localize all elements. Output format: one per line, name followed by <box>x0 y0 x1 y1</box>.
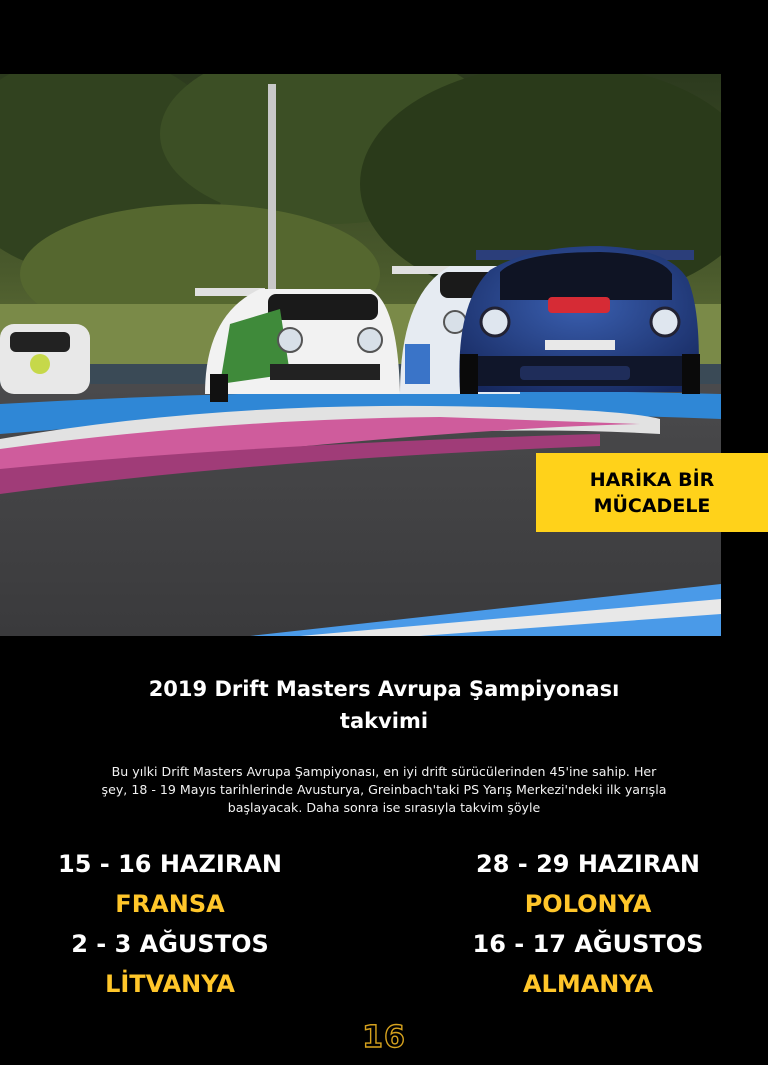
page-number: 16 <box>362 1020 406 1055</box>
event-date: 16 - 17 AĞUSTOS <box>472 930 704 958</box>
event-date: 15 - 16 HAZIRAN <box>58 850 282 878</box>
race-photo <box>0 74 721 636</box>
caption-line-2: MÜCADELE <box>593 494 711 517</box>
page-title <box>60 673 708 737</box>
schedule-right-column <box>418 844 758 1004</box>
title-line-1: 2019 Drift Masters Avrupa Şampiyonası <box>148 677 620 701</box>
event-country: LİTVANYA <box>105 970 235 998</box>
event-date: 28 - 29 HAZIRAN <box>476 850 700 878</box>
intro-line-3: başlayacak. Daha sonra ise sırasıyla takvim şöyle <box>227 800 541 815</box>
intro-paragraph <box>70 763 698 817</box>
event-country: ALMANYA <box>522 970 654 998</box>
intro-line-2: şey, 18 - 19 Mayıs tarihlerinde Avusturya, Greinbach'taki PS Yarış Merkezi'ndeki ilk yarışla <box>101 782 667 797</box>
event-country: FRANSA <box>115 890 225 918</box>
intro-line-1: Bu yılki Drift Masters Avrupa Şampiyonası, en iyi drift sürücülerinden 45'ine sahip. Her <box>111 764 657 779</box>
event-date: 2 - 3 AĞUSTOS <box>71 930 269 958</box>
title-line-2: takvimi <box>339 709 429 733</box>
caption-line-1: HARİKA BİR <box>589 468 715 491</box>
event-country: POLONYA <box>524 890 652 918</box>
caption-box <box>536 453 768 532</box>
schedule-left-column <box>0 844 340 1004</box>
